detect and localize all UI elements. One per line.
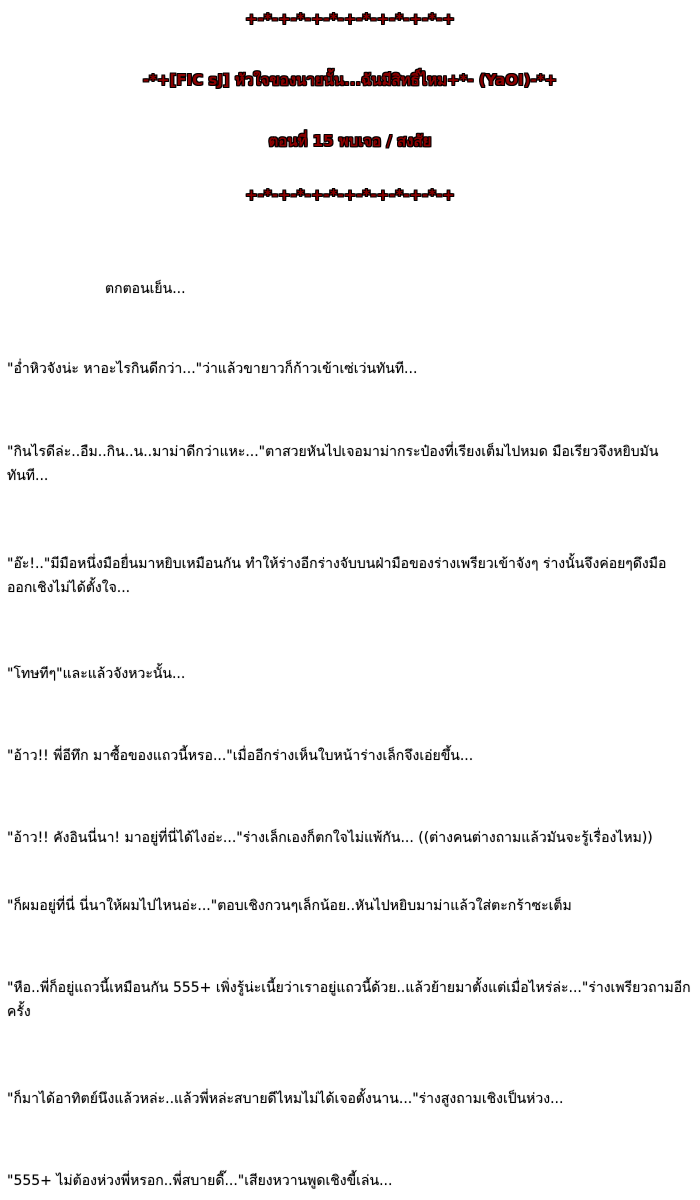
paragraph-6: "อ้าว!! พี่อีทึก มาซื้อของแถวนี้หรอ..."เมื่ออีกร่างเห็นใบหน้าร่างเล็กจึงเอ่ยขึ้น...	[7, 748, 474, 764]
story-title: -*+[FIC sJ] หัวใจของนายนั้น...ฉันมีสิทธิ์ไหม+*- (YaOI)-*+	[142, 71, 558, 89]
paragraph-8: "ก็ผมอยู่ที่นี่ นี่นาให้ผมไปไหนอ่ะ..."ตอบเชิงกวนๆเล็กน้อย..หันไปหยิบมาม่าแล้วใส่ตะกร้าซะเต็ม	[7, 898, 572, 914]
paragraph-10: "ก็มาได้อาทิตย์นึงแล้วหล่ะ..แล้วพี่หล่ะสบายดีไหมไม่ได้เจอตั้งนาน..."ร่างสูงถามเชิงเป็นห่วง...	[7, 1091, 564, 1107]
paragraph-11: "555+ ไม่ต้องห่วงพี่หรอก..พี่สบายดี๊..."เสียงหวานพูดเชิงขี้เล่น...	[7, 1173, 393, 1189]
chapter-title: ตอนที่ 15 พบเจอ / สงสัย	[268, 132, 432, 150]
decorative-divider-bottom: +-*-+-*-+-*-+-*-+-*-+-*-+	[245, 186, 455, 204]
paragraph-4: "อ๊ะ!.."มีมือหนึ่งมือยื่นมาหยิบเหมือนกัน ทำให้ร่างอีกร่างจับบนฝ่ามือของร่างเพรียวเข้าจังๆ ร่างนั้นจึงค่อยๆดึงมือออกเชิงไม่ได้ตั้งใจ...	[7, 556, 667, 596]
decorative-divider-top: +-*-+-*-+-*-+-*-+-*-+-*-+	[245, 10, 455, 28]
paragraph-5: "โทษทีๆ"และแล้วจังหวะนั้น...	[7, 666, 186, 682]
paragraph-1: ตกตอนเย็น...	[105, 281, 186, 297]
paragraph-9: "หือ..พี่ก็อยู่แถวนี้เหมือนกัน 555+ เพิ่งรู้น่ะเนี้ยว่าเราอยู่แถวนี้ด้วย..แล้วย้ายมาตั้งแต่เมื่อไหร่ล่ะ..."ร่างเพรียวถามอีกครั้ง	[7, 980, 691, 1020]
paragraph-3: "กินไรดีล่ะ..อืม..กิน..น..มาม่าดีกว่าแหะ..."ตาสวยหันไปเจอมาม่ากระป๋องที่เรียงเต็มไปหมด มือเรียวจึงหยิบมันทันที...	[7, 444, 659, 484]
paragraph-2: "อ่ำหิวจังน่ะ หาอะไรกินดีกว่า..."ว่าแล้วขายาวก็ก้าวเข้าเซ่เว่นทันที...	[7, 361, 418, 377]
paragraph-7: "อ้าว!! คังอินนี่นา! มาอยู่ที่นี่ได้ไงอ่ะ..."ร่างเล็กเองก็ตกใจไม่แพ้กัน... ((ต่างคนต่างถามแล้วมันจะรู้เรื่องไหม))	[7, 830, 653, 846]
